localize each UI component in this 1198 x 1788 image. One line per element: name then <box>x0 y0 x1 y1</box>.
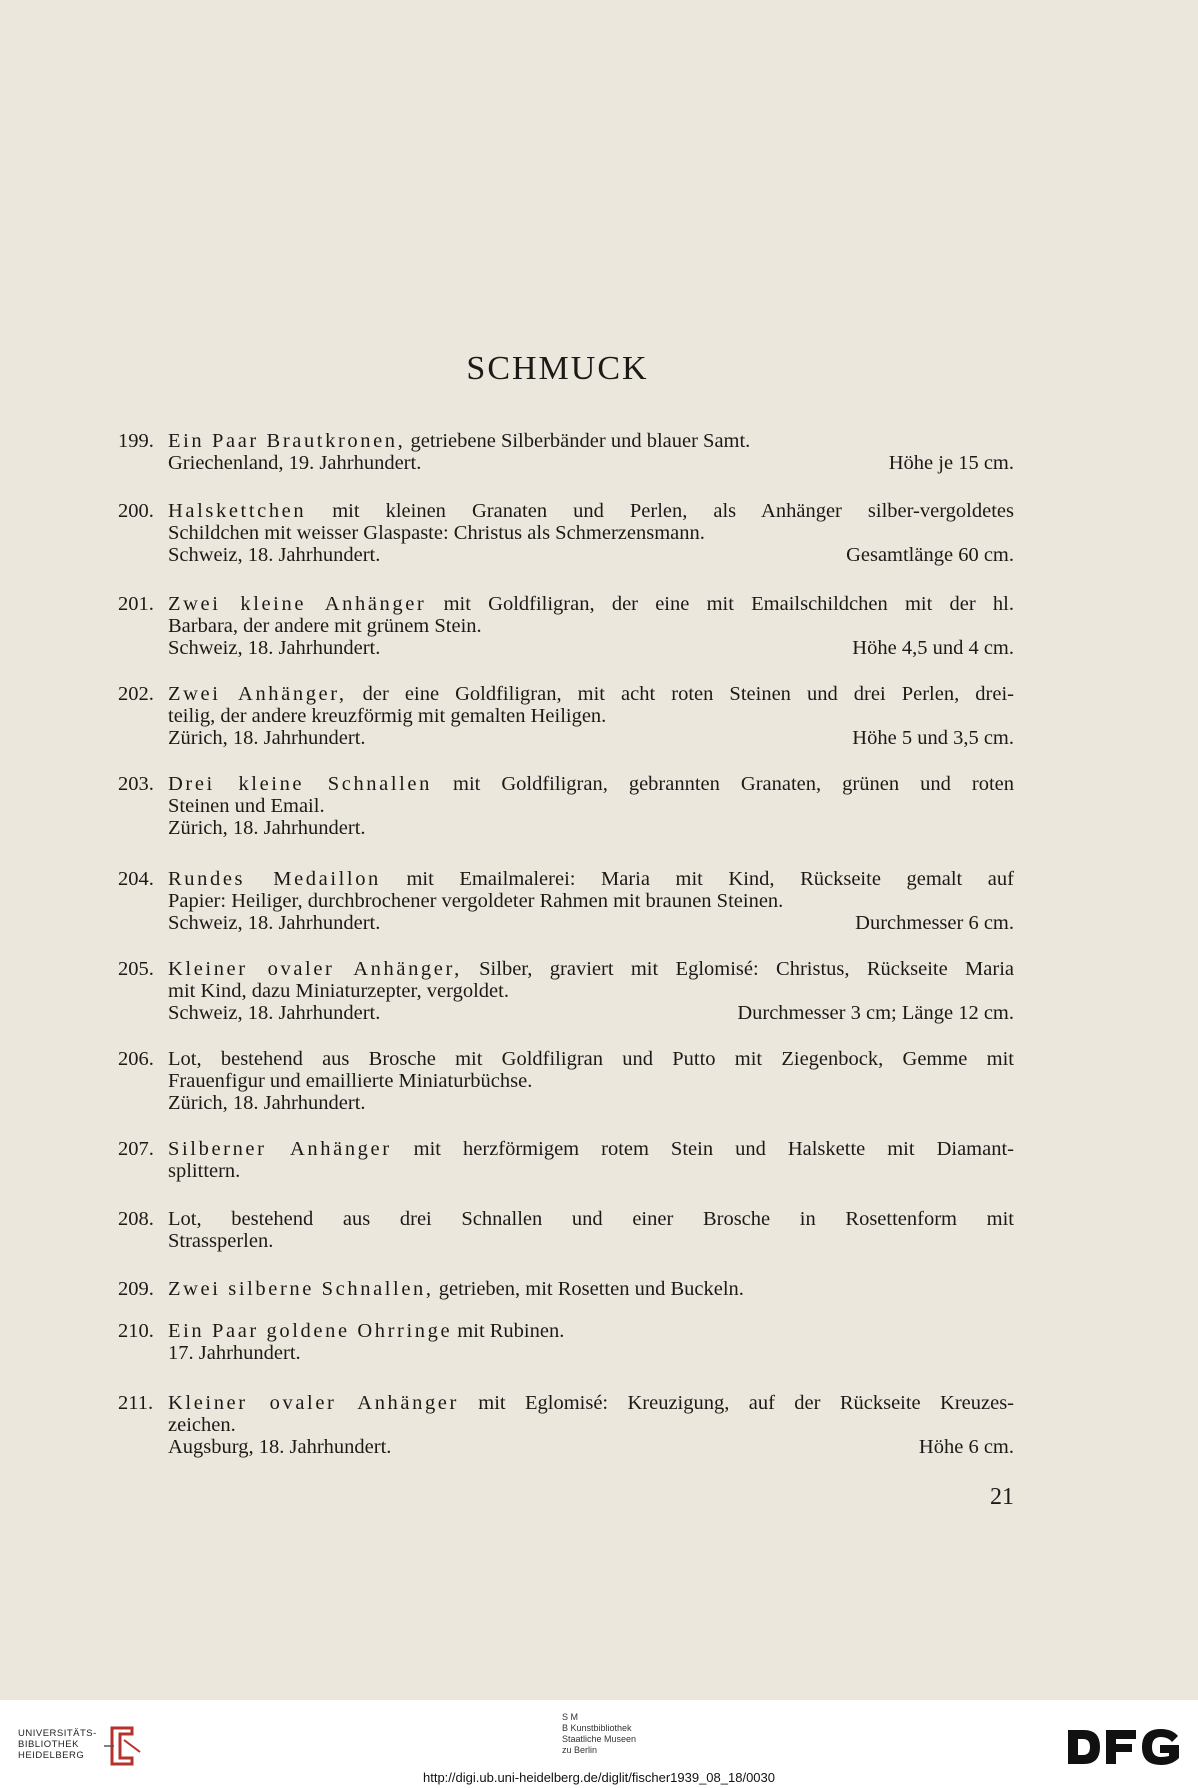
entry-continuation-line: Barbara, der andere mit grünem Stein. <box>168 615 482 637</box>
entry-lead-term: Ein Paar Brautkronen, <box>168 430 406 452</box>
entry-number: 208. <box>118 1208 154 1230</box>
entry-provenance-row <box>168 1002 1014 1024</box>
entry-provenance-row <box>168 452 1014 474</box>
entry-description: mit Goldfiligran, der eine mit Emailschildchen mit der hl. <box>426 593 1014 615</box>
entry-origin: Griechenland, 19. Jahrhundert. <box>168 452 422 474</box>
entry-first-line <box>168 1048 1014 1070</box>
entry-description: mit Rubinen. <box>452 1320 565 1342</box>
entry-description: mit Goldfiligran, gebrannten Granaten, grünen und roten <box>431 773 1014 795</box>
ub-logo-line: UNIVERSITÄTS- <box>18 1728 97 1739</box>
entry-number: 201. <box>118 593 154 615</box>
entry-lead-term: Rundes Medaillon <box>168 868 381 890</box>
entry-continuation-line: teilig, der andere kreuzförmig mit gemalten Heiligen. <box>168 705 607 727</box>
entry-first-line <box>168 773 1014 795</box>
entry-description: mit kleinen Granaten und Perlen, als Anhänger silber-vergoldetes <box>306 500 1014 522</box>
catalog-entry <box>118 773 1014 839</box>
entry-provenance-row <box>168 817 1014 839</box>
entry-measurement: Höhe 6 cm. <box>918 1436 1014 1458</box>
kb-logo-line: zu Berlin <box>562 1745 598 1755</box>
catalog-entry <box>118 683 1014 749</box>
ub-heidelberg-mark-icon <box>100 1724 144 1768</box>
ub-heidelberg-logo[interactable] <box>18 1728 97 1761</box>
entry-first-line <box>168 1138 1014 1160</box>
catalog-entry <box>118 868 1014 934</box>
entry-number: 209. <box>118 1278 154 1300</box>
entry-first-line <box>168 1392 1014 1414</box>
entry-continuation-line: zeichen. <box>168 1414 236 1436</box>
entry-lead-term: Ein Paar goldene Ohrringe <box>168 1320 453 1342</box>
catalog-entry <box>118 1138 1014 1182</box>
entry-origin: 17. Jahrhundert. <box>168 1342 301 1364</box>
entry-number: 211. <box>118 1392 154 1414</box>
entry-lead-term: Kleiner ovaler Anhänger, <box>168 958 462 980</box>
catalog-entry <box>118 593 1014 659</box>
entry-first-line <box>168 868 1014 890</box>
entry-origin: Schweiz, 18. Jahrhundert. <box>168 912 381 934</box>
entry-body <box>168 1138 1014 1182</box>
entry-lead-term: Zwei Anhänger, <box>168 683 347 705</box>
entry-first-line <box>168 1278 1014 1300</box>
dfg-logo-icon[interactable] <box>1066 1726 1182 1768</box>
entry-lead-term: Zwei kleine Anhänger <box>168 593 427 615</box>
entry-body <box>168 868 1014 934</box>
entry-body <box>168 683 1014 749</box>
source-url-link[interactable]: http://digi.ub.uni-heidelberg.de/diglit/fischer1939_08_18/0030 <box>423 1770 775 1785</box>
entry-origin: Augsburg, 18. Jahrhundert. <box>168 1436 392 1458</box>
entry-lead-term: Kleiner ovaler Anhänger <box>168 1392 459 1414</box>
entry-origin: Zürich, 18. Jahrhundert. <box>168 1092 366 1114</box>
entry-measurement: Höhe je 15 cm. <box>888 452 1014 474</box>
entry-origin: Schweiz, 18. Jahrhundert. <box>168 1002 381 1024</box>
entry-measurement: Höhe 5 und 3,5 cm. <box>852 727 1014 749</box>
entry-lead-term: Drei kleine Schnallen <box>168 773 432 795</box>
entry-description: getriebene Silberbänder und blauer Samt. <box>405 430 751 452</box>
entry-measurement: Gesamtlänge 60 cm. <box>846 544 1014 566</box>
entry-number: 200. <box>118 500 154 522</box>
entry-first-line <box>168 1320 1014 1342</box>
catalog-entry <box>118 1208 1014 1252</box>
catalog-entry <box>118 958 1014 1024</box>
ub-logo-line: BIBLIOTHEK <box>18 1739 79 1750</box>
catalog-entry <box>118 1048 1014 1114</box>
entry-description: Lot, bestehend aus Brosche mit Goldfiligran und Putto mit Ziegenbock, Gemme mit <box>168 1048 1014 1070</box>
entry-provenance-row <box>168 1342 1014 1364</box>
entry-body <box>168 1320 1014 1364</box>
entry-description: getrieben, mit Rosetten und Buckeln. <box>433 1278 744 1300</box>
page-title: SCHMUCK <box>466 350 649 387</box>
entry-lead-term: Zwei silberne Schnallen, <box>168 1278 434 1300</box>
entry-description: Lot, bestehend aus drei Schnallen und einer Brosche in Rosettenform mit <box>168 1208 1014 1230</box>
entry-body <box>168 958 1014 1024</box>
entry-origin: Schweiz, 18. Jahrhundert. <box>168 544 381 566</box>
catalog-entry <box>118 430 1014 474</box>
entry-number: 205. <box>118 958 154 980</box>
entry-number: 199. <box>118 430 154 452</box>
entry-body <box>168 1208 1014 1252</box>
entry-first-line <box>168 683 1014 705</box>
entry-body <box>168 500 1014 566</box>
entry-body <box>168 1048 1014 1114</box>
entry-continuation-line: Frauenfigur und emaillierte Miniaturbüchse. <box>168 1070 533 1092</box>
digitization-footer <box>0 1700 1198 1788</box>
entry-measurement: Durchmesser 6 cm. <box>855 912 1014 934</box>
entry-description: mit Eglomisé: Kreuzigung, auf der Rückseite Kreuzes- <box>458 1392 1015 1414</box>
entry-provenance-row <box>168 912 1014 934</box>
catalog-entry <box>118 1278 1014 1300</box>
entry-first-line <box>168 500 1014 522</box>
entry-origin: Zürich, 18. Jahrhundert. <box>168 817 366 839</box>
entry-continuation-line: splittern. <box>168 1160 241 1182</box>
entry-provenance-row <box>168 544 1014 566</box>
catalog-entry <box>118 1320 1014 1364</box>
kunstbibliothek-logo[interactable] <box>562 1712 636 1756</box>
entry-body <box>168 430 1014 474</box>
entry-continuation-line: Strassperlen. <box>168 1230 274 1252</box>
entry-first-line <box>168 593 1014 615</box>
kb-logo-line: Staatliche Museen <box>562 1734 637 1744</box>
entry-number: 207. <box>118 1138 154 1160</box>
entry-body <box>168 773 1014 839</box>
page-number: 21 <box>990 1484 1014 1510</box>
entry-origin: Schweiz, 18. Jahrhundert. <box>168 637 381 659</box>
entry-description: mit herzförmigem rotem Stein und Halskette mit Diamant- <box>391 1138 1014 1160</box>
entry-description: mit Emailmalerei: Maria mit Kind, Rückseite gemalt auf <box>380 868 1014 890</box>
entry-body <box>168 593 1014 659</box>
entry-description: Silber, graviert mit Eglomisé: Christus, Rückseite Maria <box>461 958 1014 980</box>
entry-number: 206. <box>118 1048 154 1070</box>
catalog-entry <box>118 500 1014 566</box>
entry-measurement: Höhe 4,5 und 4 cm. <box>852 637 1014 659</box>
entry-provenance-row <box>168 727 1014 749</box>
entry-first-line <box>168 958 1014 980</box>
entry-provenance-row <box>168 1436 1014 1458</box>
entry-origin: Zürich, 18. Jahrhundert. <box>168 727 366 749</box>
entry-number: 203. <box>118 773 154 795</box>
entry-lead-term: Silberner Anhänger <box>168 1138 392 1160</box>
entry-provenance-row <box>168 1092 1014 1114</box>
entry-measurement: Durchmesser 3 cm; Länge 12 cm. <box>737 1002 1014 1024</box>
ub-logo-line: HEIDELBERG <box>18 1750 85 1761</box>
entry-description: der eine Goldfiligran, mit acht roten Steinen und drei Perlen, drei- <box>346 683 1014 705</box>
kb-logo-line: B Kunstbibliothek <box>562 1723 632 1733</box>
entry-provenance-row <box>168 637 1014 659</box>
entry-body <box>168 1278 1014 1300</box>
entry-continuation-line: Schildchen mit weisser Glaspaste: Christus als Schmerzensmann. <box>168 522 705 544</box>
kb-logo-line: S M <box>562 1712 579 1722</box>
entry-lead-term: Halskettchen <box>168 500 307 522</box>
entry-number: 202. <box>118 683 154 705</box>
entry-continuation-line: Steinen und Email. <box>168 795 325 817</box>
entry-first-line <box>168 1208 1014 1230</box>
entry-number: 210. <box>118 1320 154 1342</box>
entry-continuation-line: mit Kind, dazu Miniaturzepter, vergoldet. <box>168 980 509 1002</box>
catalog-entry <box>118 1392 1014 1458</box>
entry-body <box>168 1392 1014 1458</box>
entry-first-line <box>168 430 1014 452</box>
entry-continuation-line: Papier: Heiliger, durchbrochener vergoldeter Rahmen mit braunen Steinen. <box>168 890 784 912</box>
entry-number: 204. <box>118 868 154 890</box>
